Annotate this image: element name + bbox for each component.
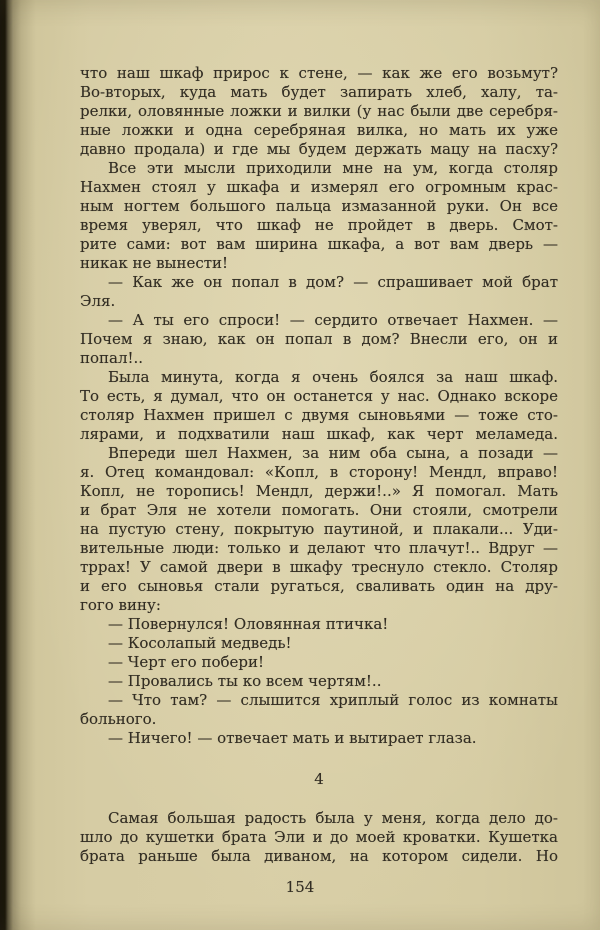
page-number: 154	[285, 878, 315, 896]
paragraph	[80, 729, 558, 748]
paragraph	[80, 672, 558, 691]
text-line: — Как же он попал в дом? — спрашивает мой брат	[108, 273, 558, 291]
text-line: Почем я знаю, как он попал в дом? Внесли его, он и	[80, 330, 558, 348]
text-line: и брат Эля не хотели помогать. Они стояли, смотрели	[80, 501, 558, 519]
text-line: — Косолапый медведь!	[108, 634, 292, 652]
text-line: ным ногтем большого пальца измазанной руки. Он все	[80, 197, 558, 215]
text-line: столяр Нахмен пришел с двумя сыновьями — тоже сто-	[80, 406, 558, 424]
text-block	[80, 64, 558, 866]
paragraph	[80, 444, 558, 615]
paragraph	[80, 273, 558, 311]
text-line: Эля.	[80, 292, 116, 310]
paragraph	[80, 615, 558, 634]
text-line: — Ничего! — отвечает мать и вытирает глаза.	[108, 729, 477, 747]
text-line: на пустую стену, покрытую паутиной, и плакали... Уди-	[80, 520, 558, 538]
text-line: тррах! У самой двери в шкафу треснуло стекло. Столяр	[80, 558, 558, 576]
text-line: давно продала) и где мы будем держать мацу на пасху?	[80, 140, 558, 158]
text-line: — Повернулся! Оловянная птичка!	[108, 615, 389, 633]
text-line: гого вину:	[80, 596, 161, 614]
text-line: Впереди шел Нахмен, за ним оба сына, а позади —	[108, 444, 558, 462]
text-line: брата раньше была диваном, на котором сидели. Но	[80, 847, 558, 865]
text-line: больного.	[80, 710, 157, 728]
text-line: рите сами: вот вам ширина шкафа, а вот вам дверь —	[80, 235, 558, 253]
text-line: время уверял, что шкаф не пройдет в дверь. Смот-	[80, 216, 558, 234]
paragraph	[80, 691, 558, 729]
text-line: — Что там? — слышится хриплый голос из комнаты	[108, 691, 558, 709]
text-line: Была минута, когда я очень боялся за наш шкаф.	[108, 368, 558, 386]
paragraph	[80, 311, 558, 368]
paragraph	[80, 159, 558, 273]
text-line: релки, оловянные ложки и вилки (у нас были две серебря-	[80, 102, 558, 120]
paragraph	[80, 368, 558, 444]
text-line: Все эти мысли приходили мне на ум, когда столяр	[108, 159, 558, 177]
text-line: Нахмен стоял у шкафа и измерял его огромным крас-	[80, 178, 558, 196]
text-line: что наш шкаф прирос к стене, — как же его возьмут?	[80, 64, 558, 82]
book-binding-shadow	[0, 0, 36, 930]
paragraph	[80, 809, 558, 866]
text-line: — Черт его побери!	[108, 653, 265, 671]
text-line: Самая большая радость была у меня, когда дело до-	[108, 809, 558, 827]
text-line: никак не вынести!	[80, 254, 229, 272]
text-line: шло до кушетки брата Эли и до моей кроватки. Кушетка	[80, 828, 558, 846]
text-line: попал!..	[80, 349, 144, 367]
text-line: и его сыновья стали ругаться, сваливать один на дру-	[80, 577, 558, 595]
text-line: ные ложки и одна серебряная вилка, но мать их уже	[80, 121, 558, 139]
paragraph	[80, 653, 558, 672]
text-line: вительные люди: только и делают что плачут!.. Вдруг —	[80, 539, 558, 557]
section-number: 4	[314, 770, 324, 788]
text-line: То есть, я думал, что он останется у нас. Однако вскоре	[80, 387, 558, 405]
paragraph	[80, 634, 558, 653]
text-line: Копл, не торопись! Мендл, держи!..» Я помогал. Мать	[80, 482, 558, 500]
text-line: Во-вторых, куда мать будет запирать хлеб, халу, та-	[80, 83, 558, 101]
text-line: я. Отец командовал: «Копл, в сторону! Мендл, вправо!	[80, 463, 558, 481]
paragraph	[80, 64, 558, 159]
text-line: лярами, и подхватили наш шкаф, как черт меламеда.	[80, 425, 558, 443]
text-line: — Провались ты ко всем чертям!..	[108, 672, 382, 690]
text-line: — А ты его спроси! — сердито отвечает Нахмен. —	[108, 311, 558, 329]
